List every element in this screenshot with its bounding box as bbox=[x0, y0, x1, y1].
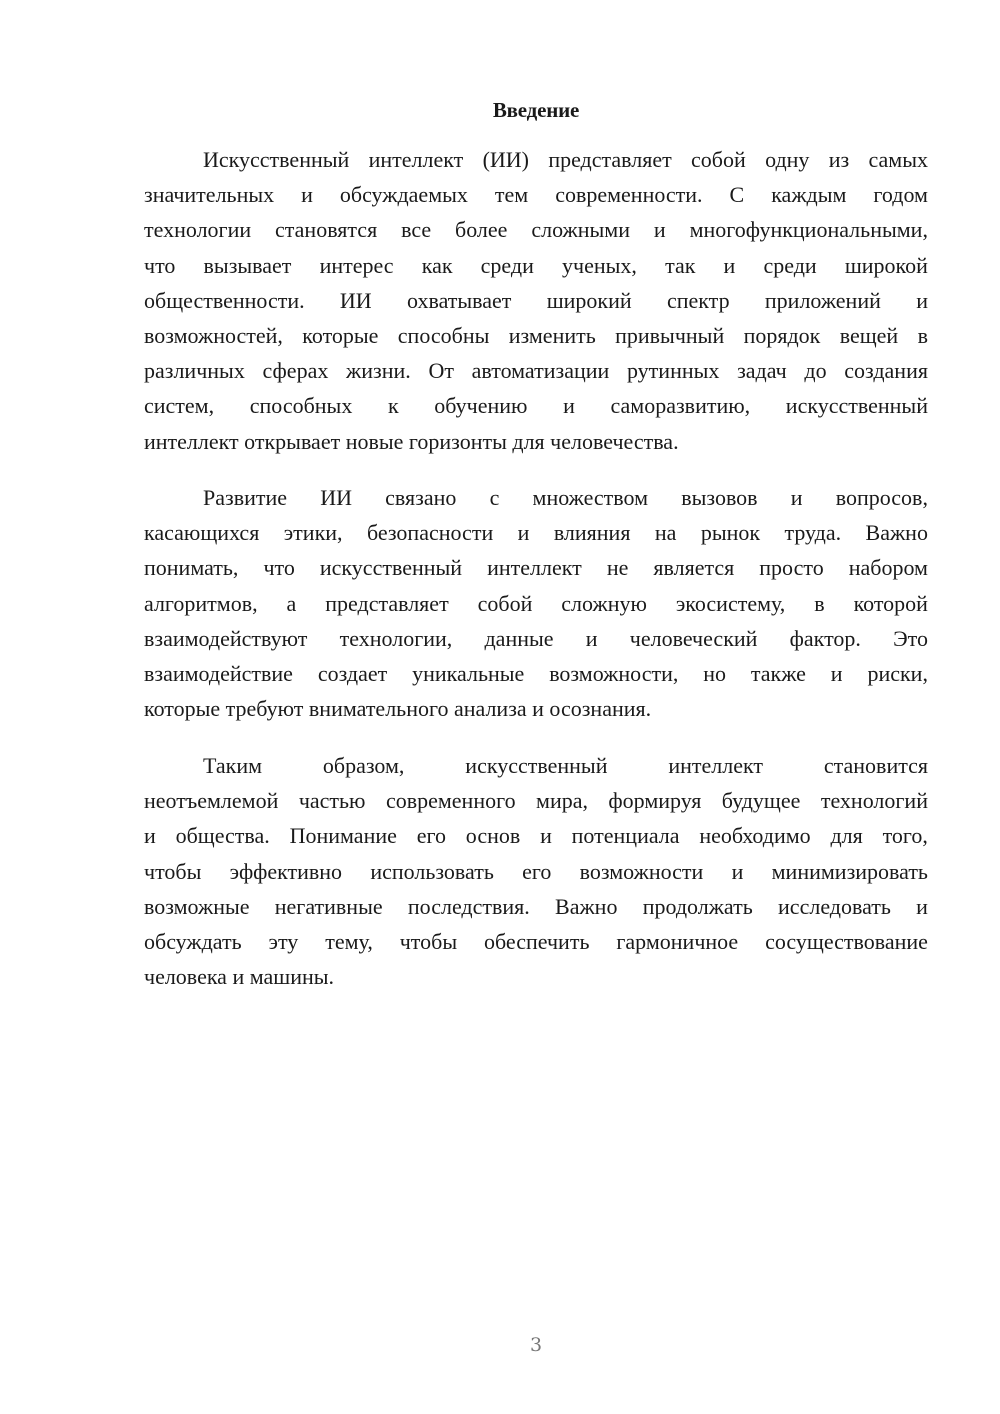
text-line bbox=[144, 818, 928, 853]
text-line bbox=[144, 621, 928, 656]
word: продолжать bbox=[642, 893, 753, 919]
word: образом, bbox=[322, 753, 405, 778]
word: данные bbox=[484, 625, 554, 651]
word: привычный bbox=[615, 322, 725, 348]
word: частью bbox=[298, 788, 366, 814]
word: и bbox=[144, 823, 156, 849]
word: труда. bbox=[784, 520, 842, 546]
word: интеллект bbox=[487, 555, 582, 581]
word: современности. bbox=[555, 182, 703, 208]
word: и bbox=[585, 625, 598, 651]
word: спектр bbox=[666, 287, 730, 313]
word: изменить bbox=[508, 322, 596, 348]
word: возможностей, bbox=[144, 322, 283, 348]
word: сложную bbox=[561, 590, 647, 616]
word: порядок bbox=[743, 322, 821, 348]
word: чтобы bbox=[399, 928, 458, 954]
word: общественности. bbox=[144, 287, 305, 313]
text-line: человека и машины. bbox=[144, 964, 335, 990]
word: возможности, bbox=[549, 660, 679, 686]
word: (ИИ) bbox=[482, 147, 530, 172]
word: становятся bbox=[275, 217, 378, 243]
word: саморазвитию, bbox=[610, 393, 751, 419]
word: а bbox=[286, 590, 297, 616]
word: тему, bbox=[325, 928, 373, 954]
word: так bbox=[665, 252, 696, 278]
word: самых bbox=[868, 147, 928, 172]
word: С bbox=[729, 182, 745, 208]
word: все bbox=[401, 217, 432, 243]
word: вещей bbox=[839, 322, 899, 348]
word: к bbox=[387, 393, 399, 419]
word: безопасности bbox=[366, 520, 494, 546]
word: эффективно bbox=[229, 858, 343, 884]
word: просто bbox=[759, 555, 824, 581]
word: задач bbox=[737, 358, 787, 384]
word: становится bbox=[823, 753, 928, 778]
word: обучению bbox=[434, 393, 528, 419]
text-line bbox=[144, 889, 928, 924]
word: и bbox=[723, 252, 736, 278]
word: использовать bbox=[370, 858, 494, 884]
word: на bbox=[654, 520, 677, 546]
word: до bbox=[804, 358, 827, 384]
word: негативные bbox=[274, 893, 383, 919]
word: технологии bbox=[144, 217, 252, 243]
word: эту bbox=[268, 928, 299, 954]
word: формируя bbox=[608, 788, 702, 814]
word: искусственный bbox=[785, 393, 928, 419]
word: Искусственный bbox=[203, 147, 350, 172]
word: и bbox=[731, 858, 744, 884]
word: возможности bbox=[579, 858, 704, 884]
word: его bbox=[522, 858, 552, 884]
word: исследовать bbox=[778, 893, 891, 919]
word: создания bbox=[844, 358, 928, 384]
word: взаимодействие bbox=[144, 660, 293, 686]
text-line bbox=[144, 283, 928, 318]
word: множеством bbox=[532, 485, 649, 510]
word: приложений bbox=[764, 287, 881, 313]
word: что bbox=[263, 555, 295, 581]
word: в bbox=[814, 590, 825, 616]
word: последствия. bbox=[407, 893, 530, 919]
text-line bbox=[144, 212, 928, 247]
word: современного bbox=[385, 788, 516, 814]
word: рынок bbox=[700, 520, 761, 546]
paragraph-3 bbox=[144, 748, 928, 994]
word: экосистему, bbox=[675, 590, 786, 616]
text-line bbox=[144, 586, 928, 621]
word: искусственный bbox=[319, 555, 463, 581]
word: сферах bbox=[262, 358, 329, 384]
word: автоматизации bbox=[471, 358, 610, 384]
word: более bbox=[455, 217, 508, 243]
word: Это bbox=[893, 625, 928, 651]
page-number: 3 bbox=[529, 1334, 543, 1356]
word: От bbox=[428, 358, 454, 384]
word: необходимо bbox=[699, 823, 811, 849]
word: Развитие bbox=[203, 485, 288, 510]
word: представляет bbox=[548, 147, 672, 172]
text-line: интеллект открывает новые горизонты для человечества. bbox=[144, 428, 679, 454]
text-line bbox=[144, 142, 928, 177]
text-line bbox=[144, 854, 928, 889]
text-line bbox=[144, 177, 928, 212]
paragraph-2 bbox=[144, 480, 928, 726]
word: обеспечить bbox=[484, 928, 590, 954]
word: этики, bbox=[283, 520, 343, 546]
word: широкой bbox=[844, 252, 928, 278]
text-line bbox=[144, 656, 928, 691]
word: влияния bbox=[553, 520, 631, 546]
word: значительных bbox=[144, 182, 275, 208]
word: которые bbox=[302, 322, 379, 348]
word: многофункциональными, bbox=[689, 217, 928, 243]
word: набором bbox=[848, 555, 928, 581]
text-line: которые требуют внимательного анализа и осознания. bbox=[144, 696, 652, 722]
word: способных bbox=[249, 393, 353, 419]
word: но bbox=[703, 660, 727, 686]
word: не bbox=[606, 555, 629, 581]
word: интерес bbox=[319, 252, 394, 278]
word: интеллект bbox=[368, 147, 464, 172]
section-title: Введение bbox=[492, 98, 580, 122]
text-line bbox=[144, 748, 928, 783]
word: алгоритмов, bbox=[144, 590, 258, 616]
word: одну bbox=[765, 147, 810, 172]
word: что bbox=[144, 252, 176, 278]
word: сосуществование bbox=[765, 928, 928, 954]
word: различных bbox=[144, 358, 245, 384]
word: и bbox=[830, 660, 843, 686]
word: систем, bbox=[144, 393, 215, 419]
word: обсуждаемых bbox=[339, 182, 468, 208]
word: гармоничное bbox=[616, 928, 739, 954]
word: интеллект bbox=[668, 753, 764, 778]
word: из bbox=[828, 147, 850, 172]
word: в bbox=[917, 322, 928, 348]
text-line bbox=[144, 248, 928, 283]
word: риски, bbox=[867, 660, 928, 686]
word: тем bbox=[494, 182, 529, 208]
word: обсуждать bbox=[144, 928, 242, 954]
word: уникальные bbox=[412, 660, 525, 686]
word: сложными bbox=[531, 217, 630, 243]
text-line bbox=[144, 353, 928, 388]
text-line bbox=[144, 515, 928, 550]
word: основ bbox=[465, 823, 521, 849]
word: для bbox=[830, 823, 863, 849]
word: как bbox=[421, 252, 453, 278]
word: и bbox=[563, 393, 575, 419]
word: представляет bbox=[325, 590, 449, 616]
word: фактор. bbox=[789, 625, 861, 651]
word: мира, bbox=[536, 788, 588, 814]
word: собой bbox=[477, 590, 533, 616]
word: взаимодействуют bbox=[144, 625, 308, 651]
word: создает bbox=[317, 660, 388, 686]
word: Понимание bbox=[289, 823, 397, 849]
word: его bbox=[416, 823, 446, 849]
word: способны bbox=[397, 322, 490, 348]
word: ИИ bbox=[339, 287, 372, 313]
word: и bbox=[653, 217, 666, 243]
word: и bbox=[301, 182, 313, 208]
word: технологии, bbox=[339, 625, 453, 651]
word: ученых, bbox=[562, 252, 637, 278]
word: общества. bbox=[175, 823, 270, 849]
word: с bbox=[489, 485, 500, 510]
word: и bbox=[540, 823, 552, 849]
word: вызовов bbox=[681, 485, 758, 510]
word: чтобы bbox=[144, 858, 202, 884]
word: также bbox=[750, 660, 806, 686]
word: собой bbox=[691, 147, 746, 172]
text-line bbox=[144, 924, 928, 959]
text-line bbox=[144, 318, 928, 353]
word: Таким bbox=[203, 753, 263, 778]
word: касающихся bbox=[144, 520, 260, 546]
word: и bbox=[517, 520, 530, 546]
word: и bbox=[790, 485, 803, 510]
word: возможные bbox=[144, 893, 250, 919]
word: годом bbox=[873, 182, 928, 208]
word: охватывает bbox=[407, 287, 512, 313]
word: вопросов, bbox=[835, 485, 928, 510]
word: будущее bbox=[721, 788, 801, 814]
word: понимать, bbox=[144, 555, 239, 581]
word: является bbox=[653, 555, 735, 581]
word: Важно bbox=[865, 520, 928, 546]
word: рутинных bbox=[626, 358, 720, 384]
text-line bbox=[144, 480, 928, 515]
word: ИИ bbox=[320, 485, 352, 510]
word: минимизировать bbox=[771, 858, 928, 884]
word: среди bbox=[763, 252, 817, 278]
word: жизни. bbox=[346, 358, 411, 384]
word: человеческий bbox=[629, 625, 758, 651]
text-line bbox=[144, 550, 928, 585]
word: потенциала bbox=[571, 823, 680, 849]
paragraph-1 bbox=[144, 142, 928, 459]
word: неотъемлемой bbox=[144, 788, 279, 814]
word: каждым bbox=[771, 182, 847, 208]
text-line bbox=[144, 783, 928, 818]
text-line bbox=[144, 388, 928, 423]
word: широкий bbox=[546, 287, 632, 313]
word: связано bbox=[385, 485, 457, 510]
word: среди bbox=[480, 252, 534, 278]
word: технологий bbox=[820, 788, 928, 814]
word: вызывает bbox=[203, 252, 292, 278]
word: и bbox=[916, 287, 928, 313]
word: и bbox=[916, 893, 928, 919]
word: Важно bbox=[555, 893, 618, 919]
word: искусственный bbox=[465, 753, 608, 778]
word: которой bbox=[853, 590, 928, 616]
word: того, bbox=[882, 823, 928, 849]
